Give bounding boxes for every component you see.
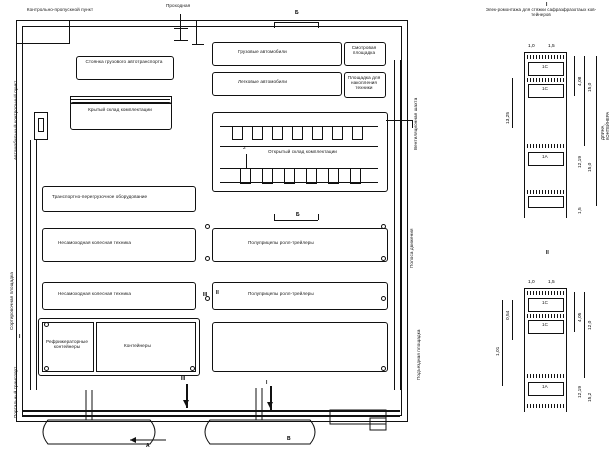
zone-polupritsepy-2-label: Полуприцепы ролл-трейлеры — [248, 291, 314, 296]
si-dim-top-2: 1,5 — [548, 44, 555, 49]
sii-dim-top-2: 1,5 — [548, 280, 555, 285]
si-frame-top — [524, 52, 566, 53]
section-mark-iii-bottom: III — [181, 376, 186, 382]
zone-transportno-label: Транспортно-перегрузочное оборудование — [52, 194, 148, 199]
si-dim-right-2: 15,0 — [588, 82, 593, 92]
si-dim-top-1: 1,0 — [528, 44, 535, 49]
si-row-label-2: 1C — [542, 86, 549, 91]
polosa-dvizheniya-label: Полоса движения — [409, 228, 414, 268]
zone-stoyanka-label: Стоянка грузового автотранспорта — [85, 59, 163, 64]
sortirovochnaya-label: Сортировочная площадка — [9, 272, 14, 330]
section-mark-b-mid: Б — [296, 212, 300, 218]
si-dimline-left-a — [512, 78, 513, 128]
si-frame-right — [566, 52, 567, 218]
zone-polupritsepy-1-label: Полуприцепы ролл-трейлеры — [248, 240, 314, 245]
si-dimline-right-c — [596, 56, 597, 206]
sii-frame-top — [524, 288, 566, 289]
si-hatch-bottom — [524, 190, 566, 194]
sii-frame-right — [566, 288, 567, 412]
sii-dimline-left-b — [502, 300, 503, 386]
section-mark-iii-right: III — [203, 292, 208, 298]
si-dim-left-1: 13,25 — [506, 111, 511, 124]
section-label-v: В — [287, 436, 291, 442]
si-hatch-mid — [524, 78, 566, 82]
podyezdnaya-label: Подъездная площадка — [416, 329, 421, 380]
section-mark-b-top: Б — [295, 10, 299, 16]
si-dim-inner-2: 15,0 — [588, 162, 593, 172]
right-plan-title: Элек-ромонтажа для стяжки сафразфразотаых ков-тейнеров — [485, 7, 597, 17]
si-row-label-3: 1A — [542, 154, 548, 159]
section-label-a: А — [146, 443, 150, 449]
sii-frame-left — [524, 288, 525, 412]
sii-hatch-top — [524, 291, 566, 295]
zone-krytyi-sklad-label: Крытый склад комплектации — [88, 107, 152, 112]
auto-control-post-label: Автомобильный контрольный пункт — [13, 80, 18, 160]
section-mark-ii: II — [216, 290, 219, 296]
sii-dim-top-1: 1,0 — [528, 280, 535, 285]
zone-smotrovaya-label: Смотровая площадка — [351, 45, 377, 55]
sii-row-label-3: 1A — [542, 384, 548, 389]
sii-hatch-bottom — [524, 404, 566, 408]
sii-hatch-low — [524, 374, 566, 378]
sii-dimline-left-a — [512, 300, 513, 340]
zone-nesamohodnaya-1-label: Несамоходная колесная техника — [58, 240, 131, 245]
si-container-extra — [528, 196, 564, 208]
zone-gruzovye-label: Грузовые автомобили — [238, 49, 287, 54]
sii-row-label-1: 1C — [542, 300, 549, 305]
si-dim-inner-1: 12,19 — [578, 155, 583, 168]
section-ii-mark: II — [546, 250, 549, 256]
si-dim-right-3: ДЛИНА КОНТЕЙНЕРА — [600, 111, 610, 140]
portalnyi-transport-label: Портальный транспорт — [13, 366, 18, 418]
checkpoint-label: Контрольно-пропускной пункт — [26, 7, 94, 12]
sii-dim-inner-1: 12,19 — [578, 385, 583, 398]
zone-legkovye-label: Легковые автомобили — [238, 79, 287, 84]
si-dim-bottom: 1,5 — [578, 207, 583, 214]
zone-nakoplenie-label: Площадка для накопления техники — [347, 75, 381, 90]
sii-dim-left-2: 1,01 — [496, 346, 501, 356]
sii-row-label-2: 1C — [542, 322, 549, 327]
prohodnaya-label: Проходная — [166, 3, 191, 8]
si-row-label-1: 1C — [542, 64, 549, 69]
zone-otkrytyi-sklad-label: Открытый склад комплектации — [268, 149, 337, 154]
sii-dim-right-2: 12,0 — [588, 320, 593, 330]
callout-2: 2 — [243, 146, 246, 151]
si-hatch-top — [524, 55, 566, 59]
si-dim-right-1: 4,08 — [578, 76, 583, 86]
zone-refrizheratornye-label: Рефрижераторные контейнеры — [45, 339, 88, 349]
si-hatch-low — [524, 144, 566, 148]
sii-dim-right-1: 4,05 — [578, 312, 583, 322]
si-dimline-right-a — [574, 56, 575, 96]
section-i-mark: I — [546, 2, 548, 8]
sii-dimline-right-b — [584, 292, 585, 378]
zone-nesamohodnaya-2-label: Несамоходная колесная техника — [58, 291, 131, 296]
zone-konteinery-label: Контейнеры — [124, 343, 151, 348]
sii-hatch-mid — [524, 314, 566, 318]
ventilation-label: Вентиляционная шахта — [413, 97, 418, 150]
sii-dim-left-1: 0,54 — [506, 310, 511, 320]
si-dimline-right-b — [584, 56, 585, 146]
section-mark-i-left: I — [19, 334, 21, 340]
section-mark-i-bottom: I — [266, 380, 268, 386]
sii-dimline-right-a — [574, 292, 575, 332]
sii-dim-inner-2: 15,2 — [588, 392, 593, 402]
